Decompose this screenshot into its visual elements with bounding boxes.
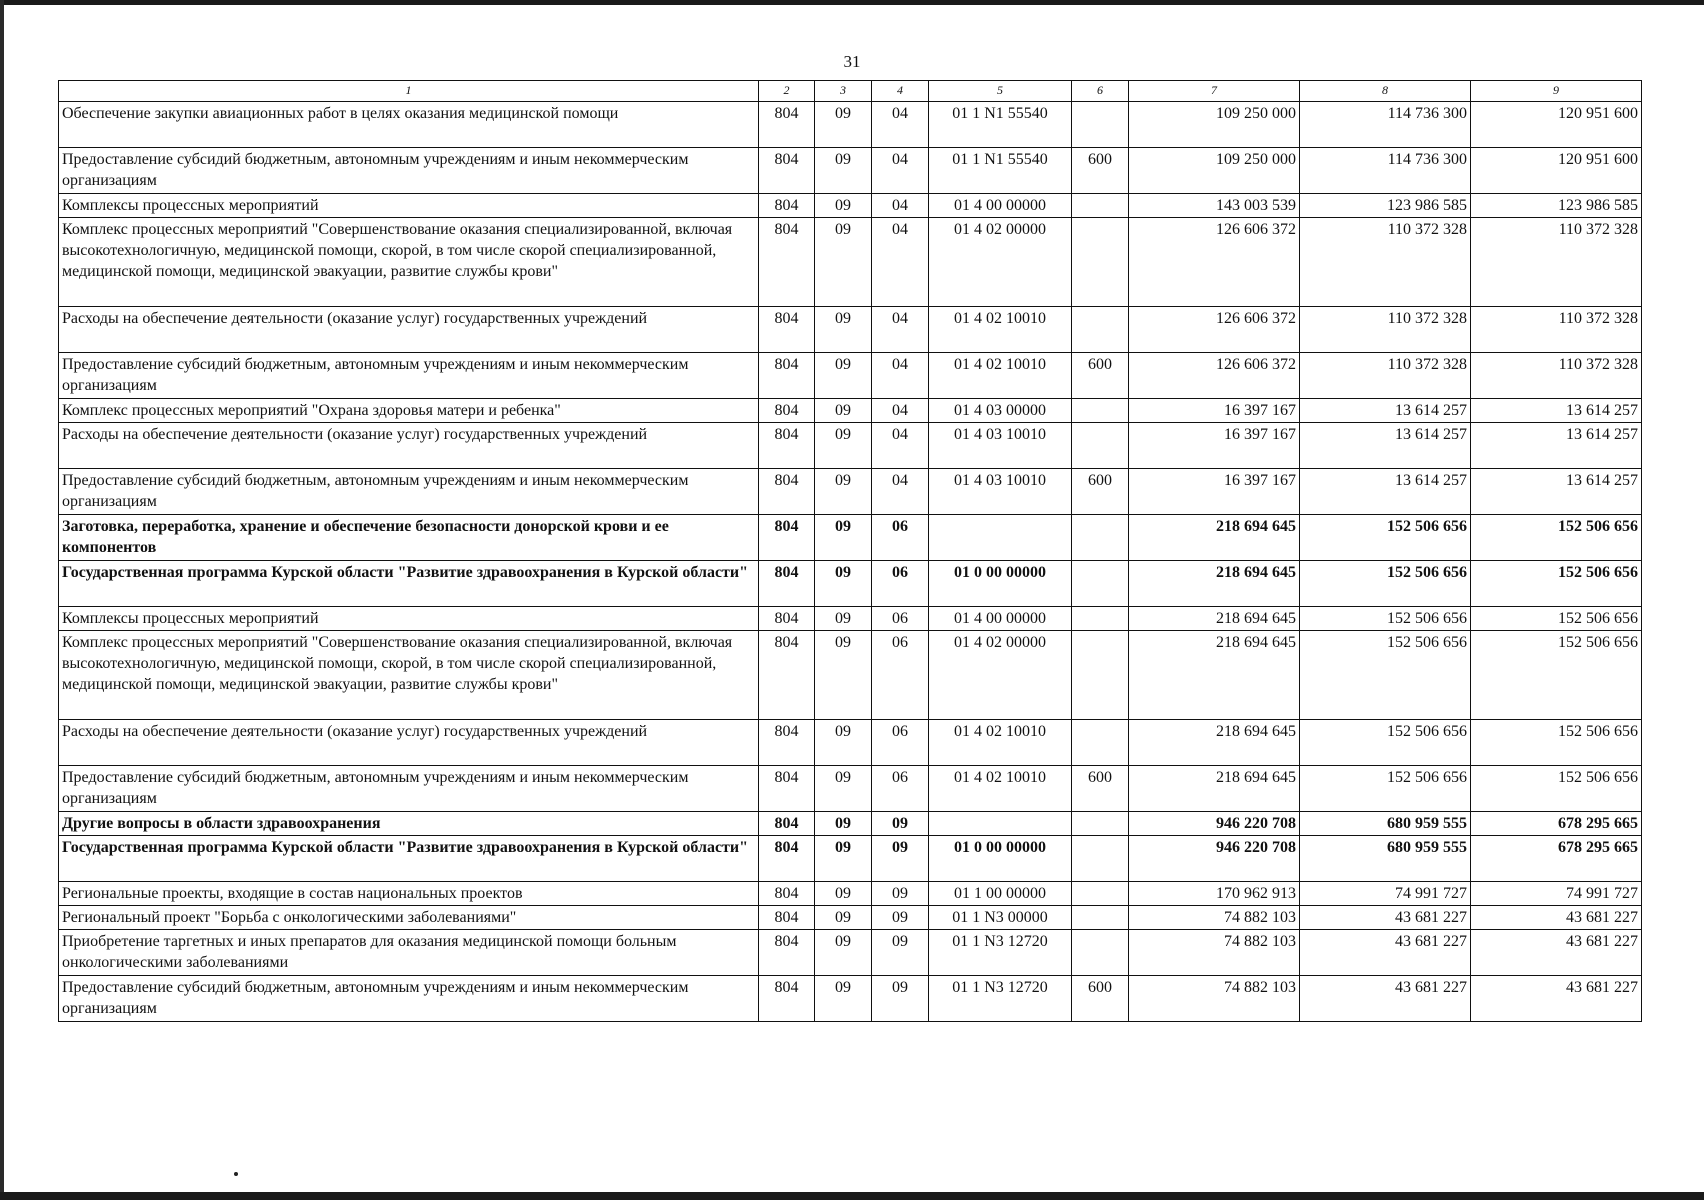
- row-pr-cell: 06: [872, 607, 929, 631]
- row-amount-year1-cell: 218 694 645: [1129, 515, 1300, 561]
- row-amount-year2-cell: 680 959 555: [1300, 812, 1471, 836]
- row-ved-cell: 804: [759, 930, 815, 976]
- row-vr-cell: [1072, 812, 1129, 836]
- budget-table: [58, 80, 1642, 1022]
- row-name-cell: Расходы на обеспечение деятельности (оказание услуг) государственных учреждений: [59, 720, 759, 766]
- row-vr-cell: [1072, 399, 1129, 423]
- row-ved-cell: 804: [759, 607, 815, 631]
- row-csr-cell: 01 4 02 10010: [929, 307, 1072, 353]
- row-name-cell: Предоставление субсидий бюджетным, автономным учреждениям и иным некоммерческим организациям: [59, 766, 759, 812]
- row-amount-year3-cell: 123 986 585: [1471, 194, 1642, 218]
- row-vr-cell: [1072, 102, 1129, 148]
- table-row: [59, 836, 1642, 882]
- row-ved-cell: 804: [759, 812, 815, 836]
- row-ved-cell: 804: [759, 631, 815, 720]
- row-amount-year1-cell: 74 882 103: [1129, 930, 1300, 976]
- row-vr-cell: [1072, 930, 1129, 976]
- scan-border-bottom: [0, 1192, 1704, 1200]
- row-pr-cell: 04: [872, 423, 929, 469]
- row-csr-cell: 01 4 03 00000: [929, 399, 1072, 423]
- row-amount-year3-cell: 13 614 257: [1471, 469, 1642, 515]
- row-csr-cell: 01 4 00 00000: [929, 607, 1072, 631]
- row-rz-cell: 09: [815, 836, 872, 882]
- table-row: [59, 307, 1642, 353]
- row-amount-year3-cell: 13 614 257: [1471, 423, 1642, 469]
- row-amount-year2-cell: 152 506 656: [1300, 561, 1471, 607]
- row-pr-cell: 09: [872, 836, 929, 882]
- row-amount-year1-cell: 109 250 000: [1129, 102, 1300, 148]
- row-ved-cell: 804: [759, 515, 815, 561]
- row-pr-cell: 09: [872, 906, 929, 930]
- table-row: [59, 930, 1642, 976]
- row-amount-year2-cell: 13 614 257: [1300, 469, 1471, 515]
- row-csr-cell: 01 1 00 00000: [929, 882, 1072, 906]
- row-pr-cell: 04: [872, 353, 929, 399]
- row-name-cell: Другие вопросы в области здравоохранения: [59, 812, 759, 836]
- row-amount-year1-cell: 126 606 372: [1129, 218, 1300, 307]
- row-name-cell: Комплексы процессных мероприятий: [59, 607, 759, 631]
- row-amount-year2-cell: 13 614 257: [1300, 423, 1471, 469]
- row-rz-cell: 09: [815, 307, 872, 353]
- row-amount-year3-cell: 152 506 656: [1471, 561, 1642, 607]
- row-rz-cell: 09: [815, 720, 872, 766]
- table-row: [59, 469, 1642, 515]
- row-pr-cell: 04: [872, 399, 929, 423]
- row-pr-cell: 04: [872, 218, 929, 307]
- row-name-cell: Комплекс процессных мероприятий "Совершенствование оказания специализированной, включая высокотехнологичную, медицинской помощи, скорой, в том числе скорой специализированной, медицинской помощи, медицинской эвакуации, развитие службы крови": [59, 631, 759, 720]
- table-row: [59, 102, 1642, 148]
- row-amount-year2-cell: 152 506 656: [1300, 607, 1471, 631]
- row-csr-cell: 01 1 N3 12720: [929, 976, 1072, 1022]
- row-amount-year2-cell: 110 372 328: [1300, 353, 1471, 399]
- row-amount-year1-cell: 16 397 167: [1129, 399, 1300, 423]
- row-name-cell: Заготовка, переработка, хранение и обеспечение безопасности донорской крови и ее компонентов: [59, 515, 759, 561]
- row-ved-cell: 804: [759, 102, 815, 148]
- row-rz-cell: 09: [815, 218, 872, 307]
- row-rz-cell: 09: [815, 469, 872, 515]
- column-header: 9: [1471, 81, 1642, 102]
- row-amount-year2-cell: 74 991 727: [1300, 882, 1471, 906]
- row-vr-cell: [1072, 423, 1129, 469]
- table-header-row: [59, 81, 1642, 102]
- row-amount-year1-cell: 16 397 167: [1129, 469, 1300, 515]
- column-header: 1: [59, 81, 759, 102]
- row-rz-cell: 09: [815, 631, 872, 720]
- row-csr-cell: 01 0 00 00000: [929, 561, 1072, 607]
- row-vr-cell: 600: [1072, 353, 1129, 399]
- row-csr-cell: 01 1 N1 55540: [929, 102, 1072, 148]
- row-amount-year3-cell: 110 372 328: [1471, 353, 1642, 399]
- row-rz-cell: 09: [815, 423, 872, 469]
- table-row: [59, 194, 1642, 218]
- scan-border-left: [0, 0, 4, 1200]
- row-vr-cell: [1072, 720, 1129, 766]
- row-amount-year3-cell: 110 372 328: [1471, 307, 1642, 353]
- row-name-cell: Предоставление субсидий бюджетным, автономным учреждениям и иным некоммерческим организациям: [59, 353, 759, 399]
- row-amount-year3-cell: 110 372 328: [1471, 218, 1642, 307]
- table-row: [59, 515, 1642, 561]
- table-row: [59, 720, 1642, 766]
- row-amount-year3-cell: 43 681 227: [1471, 930, 1642, 976]
- row-pr-cell: 04: [872, 469, 929, 515]
- row-name-cell: Предоставление субсидий бюджетным, автономным учреждениям и иным некоммерческим организациям: [59, 976, 759, 1022]
- column-header: 2: [759, 81, 815, 102]
- row-rz-cell: 09: [815, 102, 872, 148]
- row-pr-cell: 09: [872, 812, 929, 836]
- row-amount-year3-cell: 74 991 727: [1471, 882, 1642, 906]
- row-rz-cell: 09: [815, 812, 872, 836]
- row-name-cell: Предоставление субсидий бюджетным, автономным учреждениям и иным некоммерческим организациям: [59, 469, 759, 515]
- row-amount-year1-cell: 946 220 708: [1129, 836, 1300, 882]
- row-vr-cell: [1072, 561, 1129, 607]
- row-vr-cell: [1072, 218, 1129, 307]
- row-pr-cell: 09: [872, 976, 929, 1022]
- column-header: 8: [1300, 81, 1471, 102]
- row-name-cell: Комплекс процессных мероприятий "Совершенствование оказания специализированной, включая высокотехнологичную, медицинской помощи, скорой, в том числе скорой специализированной, медицинской помощи, медицинской эвакуации, развитие службы крови": [59, 218, 759, 307]
- table-row: [59, 882, 1642, 906]
- table-row: [59, 976, 1642, 1022]
- row-rz-cell: 09: [815, 561, 872, 607]
- row-csr-cell: 01 1 N1 55540: [929, 148, 1072, 194]
- table-row: [59, 607, 1642, 631]
- row-rz-cell: 09: [815, 976, 872, 1022]
- row-pr-cell: 06: [872, 561, 929, 607]
- row-amount-year3-cell: 13 614 257: [1471, 399, 1642, 423]
- row-amount-year3-cell: 152 506 656: [1471, 607, 1642, 631]
- row-rz-cell: 09: [815, 882, 872, 906]
- row-name-cell: Приобретение таргетных и иных препаратов для оказания медицинской помощи больным онкологическими заболеваниями: [59, 930, 759, 976]
- row-pr-cell: 04: [872, 102, 929, 148]
- row-amount-year2-cell: 680 959 555: [1300, 836, 1471, 882]
- row-amount-year2-cell: 43 681 227: [1300, 906, 1471, 930]
- column-header: 6: [1072, 81, 1129, 102]
- row-name-cell: Государственная программа Курской области "Развитие здравоохранения в Курской области": [59, 836, 759, 882]
- row-amount-year2-cell: 152 506 656: [1300, 515, 1471, 561]
- row-name-cell: Предоставление субсидий бюджетным, автономным учреждениям и иным некоммерческим организациям: [59, 148, 759, 194]
- row-ved-cell: 804: [759, 882, 815, 906]
- row-amount-year2-cell: 110 372 328: [1300, 218, 1471, 307]
- row-amount-year3-cell: 678 295 665: [1471, 812, 1642, 836]
- table-row: [59, 766, 1642, 812]
- table-row: [59, 906, 1642, 930]
- row-amount-year1-cell: 218 694 645: [1129, 720, 1300, 766]
- row-rz-cell: 09: [815, 607, 872, 631]
- row-amount-year3-cell: 43 681 227: [1471, 976, 1642, 1022]
- row-amount-year3-cell: 152 506 656: [1471, 766, 1642, 812]
- row-rz-cell: 09: [815, 148, 872, 194]
- row-amount-year2-cell: 152 506 656: [1300, 766, 1471, 812]
- row-ved-cell: 804: [759, 218, 815, 307]
- row-vr-cell: 600: [1072, 976, 1129, 1022]
- row-ved-cell: 804: [759, 353, 815, 399]
- row-amount-year1-cell: 74 882 103: [1129, 976, 1300, 1022]
- row-csr-cell: 01 4 02 10010: [929, 766, 1072, 812]
- row-amount-year1-cell: 74 882 103: [1129, 906, 1300, 930]
- row-vr-cell: 600: [1072, 148, 1129, 194]
- row-pr-cell: 06: [872, 766, 929, 812]
- row-amount-year2-cell: 114 736 300: [1300, 148, 1471, 194]
- row-amount-year3-cell: 152 506 656: [1471, 631, 1642, 720]
- row-pr-cell: 06: [872, 631, 929, 720]
- row-name-cell: Расходы на обеспечение деятельности (оказание услуг) государственных учреждений: [59, 307, 759, 353]
- row-ved-cell: 804: [759, 194, 815, 218]
- row-rz-cell: 09: [815, 906, 872, 930]
- column-header: 4: [872, 81, 929, 102]
- row-vr-cell: [1072, 515, 1129, 561]
- row-name-cell: Комплекс процессных мероприятий "Охрана здоровья матери и ребенка": [59, 399, 759, 423]
- row-ved-cell: 804: [759, 307, 815, 353]
- table-row: [59, 148, 1642, 194]
- row-ved-cell: 804: [759, 561, 815, 607]
- row-vr-cell: 600: [1072, 469, 1129, 515]
- row-pr-cell: 06: [872, 515, 929, 561]
- table-row: [59, 812, 1642, 836]
- row-vr-cell: 600: [1072, 766, 1129, 812]
- row-amount-year1-cell: 946 220 708: [1129, 812, 1300, 836]
- row-rz-cell: 09: [815, 766, 872, 812]
- row-csr-cell: 01 4 02 10010: [929, 353, 1072, 399]
- row-pr-cell: 04: [872, 148, 929, 194]
- row-ved-cell: 804: [759, 469, 815, 515]
- row-rz-cell: 09: [815, 399, 872, 423]
- row-name-cell: Обеспечение закупки авиационных работ в целях оказания медицинской помощи: [59, 102, 759, 148]
- row-csr-cell: 01 4 02 10010: [929, 720, 1072, 766]
- row-ved-cell: 804: [759, 399, 815, 423]
- row-amount-year3-cell: 152 506 656: [1471, 720, 1642, 766]
- row-ved-cell: 804: [759, 720, 815, 766]
- row-amount-year1-cell: 218 694 645: [1129, 561, 1300, 607]
- row-ved-cell: 804: [759, 766, 815, 812]
- row-amount-year1-cell: 16 397 167: [1129, 423, 1300, 469]
- row-amount-year3-cell: 152 506 656: [1471, 515, 1642, 561]
- row-name-cell: Региональный проект "Борьба с онкологическими заболеваниями": [59, 906, 759, 930]
- row-amount-year2-cell: 13 614 257: [1300, 399, 1471, 423]
- row-vr-cell: [1072, 836, 1129, 882]
- row-amount-year2-cell: 110 372 328: [1300, 307, 1471, 353]
- row-rz-cell: 09: [815, 515, 872, 561]
- column-header: 5: [929, 81, 1072, 102]
- row-amount-year3-cell: 120 951 600: [1471, 148, 1642, 194]
- row-vr-cell: [1072, 194, 1129, 218]
- row-ved-cell: 804: [759, 976, 815, 1022]
- row-csr-cell: 01 4 00 00000: [929, 194, 1072, 218]
- row-ved-cell: 804: [759, 836, 815, 882]
- row-csr-cell: 01 0 00 00000: [929, 836, 1072, 882]
- column-header: 7: [1129, 81, 1300, 102]
- row-csr-cell: 01 4 03 10010: [929, 423, 1072, 469]
- row-amount-year1-cell: 218 694 645: [1129, 766, 1300, 812]
- row-name-cell: Государственная программа Курской области "Развитие здравоохранения в Курской области": [59, 561, 759, 607]
- row-csr-cell: 01 4 02 00000: [929, 218, 1072, 307]
- row-name-cell: Региональные проекты, входящие в состав национальных проектов: [59, 882, 759, 906]
- row-rz-cell: 09: [815, 194, 872, 218]
- page-number: 31: [843, 52, 861, 71]
- row-csr-cell: 01 4 02 00000: [929, 631, 1072, 720]
- row-amount-year1-cell: 218 694 645: [1129, 607, 1300, 631]
- row-amount-year1-cell: 126 606 372: [1129, 353, 1300, 399]
- scan-speck: [234, 1172, 238, 1176]
- row-amount-year2-cell: 152 506 656: [1300, 720, 1471, 766]
- row-vr-cell: [1072, 882, 1129, 906]
- table-row: [59, 218, 1642, 307]
- table-row: [59, 353, 1642, 399]
- row-amount-year2-cell: 43 681 227: [1300, 930, 1471, 976]
- row-amount-year2-cell: 152 506 656: [1300, 631, 1471, 720]
- row-amount-year1-cell: 170 962 913: [1129, 882, 1300, 906]
- row-pr-cell: 09: [872, 930, 929, 976]
- column-header: 3: [815, 81, 872, 102]
- row-amount-year2-cell: 43 681 227: [1300, 976, 1471, 1022]
- row-amount-year1-cell: 126 606 372: [1129, 307, 1300, 353]
- row-ved-cell: 804: [759, 423, 815, 469]
- row-amount-year2-cell: 123 986 585: [1300, 194, 1471, 218]
- row-amount-year3-cell: 43 681 227: [1471, 906, 1642, 930]
- row-amount-year1-cell: 143 003 539: [1129, 194, 1300, 218]
- row-pr-cell: 06: [872, 720, 929, 766]
- table-row: [59, 561, 1642, 607]
- row-amount-year2-cell: 114 736 300: [1300, 102, 1471, 148]
- row-csr-cell: 01 1 N3 00000: [929, 906, 1072, 930]
- row-amount-year3-cell: 678 295 665: [1471, 836, 1642, 882]
- row-pr-cell: 04: [872, 307, 929, 353]
- row-amount-year1-cell: 109 250 000: [1129, 148, 1300, 194]
- row-name-cell: Расходы на обеспечение деятельности (оказание услуг) государственных учреждений: [59, 423, 759, 469]
- row-vr-cell: [1072, 607, 1129, 631]
- row-csr-cell: [929, 515, 1072, 561]
- table-row: [59, 631, 1642, 720]
- row-vr-cell: [1072, 906, 1129, 930]
- row-pr-cell: 09: [872, 882, 929, 906]
- row-rz-cell: 09: [815, 353, 872, 399]
- table-row: [59, 423, 1642, 469]
- row-ved-cell: 804: [759, 148, 815, 194]
- table-row: [59, 399, 1642, 423]
- scan-border-top: [0, 0, 1704, 5]
- row-csr-cell: [929, 812, 1072, 836]
- row-amount-year3-cell: 120 951 600: [1471, 102, 1642, 148]
- row-pr-cell: 04: [872, 194, 929, 218]
- row-vr-cell: [1072, 307, 1129, 353]
- row-rz-cell: 09: [815, 930, 872, 976]
- row-name-cell: Комплексы процессных мероприятий: [59, 194, 759, 218]
- row-vr-cell: [1072, 631, 1129, 720]
- row-csr-cell: 01 4 03 10010: [929, 469, 1072, 515]
- row-amount-year1-cell: 218 694 645: [1129, 631, 1300, 720]
- row-csr-cell: 01 1 N3 12720: [929, 930, 1072, 976]
- row-ved-cell: 804: [759, 906, 815, 930]
